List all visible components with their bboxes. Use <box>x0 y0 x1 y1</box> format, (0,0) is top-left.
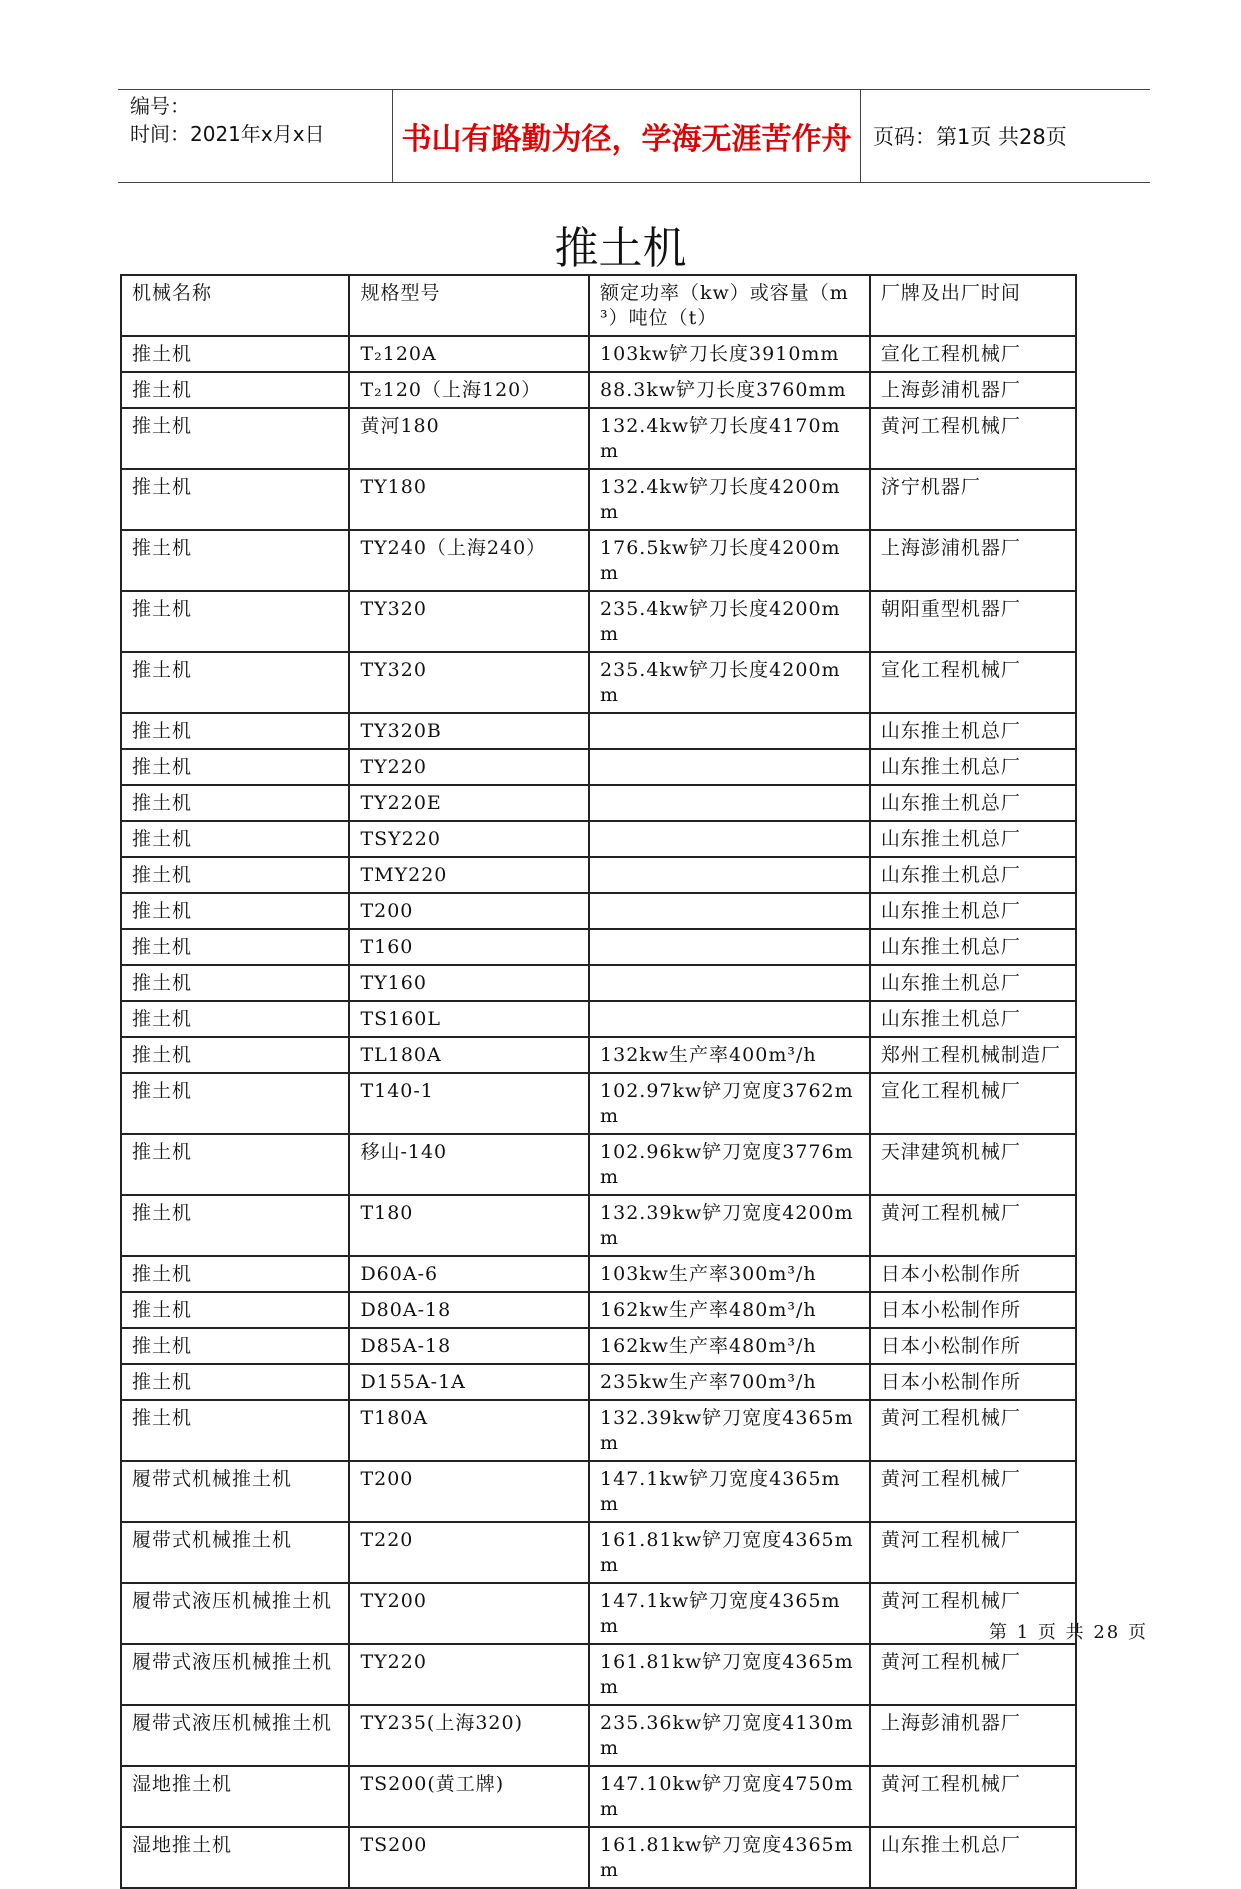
table-cell: T200 <box>349 1461 589 1522</box>
table-cell: 山东推土机总厂 <box>870 785 1076 821</box>
table-cell: 推土机 <box>121 1400 349 1461</box>
table-cell: T160 <box>349 929 589 965</box>
header-meta <box>118 90 393 182</box>
table-header-row <box>121 275 1076 336</box>
table-cell: D85A-18 <box>349 1328 589 1364</box>
table-cell: 黄河工程机械厂 <box>870 408 1076 469</box>
table-row <box>121 821 1076 857</box>
table-cell: 宣化工程机械厂 <box>870 336 1076 372</box>
column-header: 规格型号 <box>349 275 589 336</box>
table-cell: 推土机 <box>121 857 349 893</box>
table-cell: 山东推土机总厂 <box>870 713 1076 749</box>
table-cell: 推土机 <box>121 408 349 469</box>
table-cell: D80A-18 <box>349 1292 589 1328</box>
table-cell: 235kw生产率700m³/h <box>589 1364 870 1400</box>
table-row <box>121 749 1076 785</box>
table-cell: 161.81kw铲刀宽度4365mm <box>589 1522 870 1583</box>
table-cell: 黄河工程机械厂 <box>870 1522 1076 1583</box>
table-row <box>121 1461 1076 1522</box>
table-cell: 147.1kw铲刀宽度4365mm <box>589 1461 870 1522</box>
table-cell: 推土机 <box>121 713 349 749</box>
table-row <box>121 1001 1076 1037</box>
table-row <box>121 929 1076 965</box>
table-cell <box>589 821 870 857</box>
table-cell: TL180A <box>349 1037 589 1073</box>
table-cell: 推土机 <box>121 821 349 857</box>
table-cell: T220 <box>349 1522 589 1583</box>
table-cell: TY220E <box>349 785 589 821</box>
table-cell: 推土机 <box>121 1292 349 1328</box>
table-cell <box>589 965 870 1001</box>
table-row <box>121 372 1076 408</box>
table-row <box>121 1073 1076 1134</box>
table-cell: 103kw生产率300m³/h <box>589 1256 870 1292</box>
table-cell: TMY220 <box>349 857 589 893</box>
table-cell: 山东推土机总厂 <box>870 1827 1076 1888</box>
table-cell: 推土机 <box>121 372 349 408</box>
table-cell: 湿地推土机 <box>121 1766 349 1827</box>
table-cell: 推土机 <box>121 1134 349 1195</box>
table-cell: 推土机 <box>121 1328 349 1364</box>
table-row <box>121 652 1076 713</box>
table-cell: 132.39kw铲刀宽度4200mm <box>589 1195 870 1256</box>
table-cell: 宣化工程机械厂 <box>870 652 1076 713</box>
table-row <box>121 1292 1076 1328</box>
table-cell: 162kw生产率480m³/h <box>589 1292 870 1328</box>
table-cell: 推土机 <box>121 893 349 929</box>
table-cell: 日本小松制作所 <box>870 1328 1076 1364</box>
table-cell: 山东推土机总厂 <box>870 857 1076 893</box>
table-row <box>121 713 1076 749</box>
table-row <box>121 1328 1076 1364</box>
document-time: 时间：2021年x月x日 <box>130 122 325 146</box>
table-cell: 132.39kw铲刀宽度4365mm <box>589 1400 870 1461</box>
table-row <box>121 336 1076 372</box>
table-cell: T180 <box>349 1195 589 1256</box>
table-cell: TY320B <box>349 713 589 749</box>
table-cell: 推土机 <box>121 1073 349 1134</box>
document-number-label: 编号： <box>130 94 190 118</box>
table-row <box>121 1037 1076 1073</box>
table-cell <box>589 1001 870 1037</box>
table-cell: 147.1kw铲刀宽度4365mm <box>589 1583 870 1644</box>
equipment-table <box>120 274 1077 1889</box>
table-row <box>121 1134 1076 1195</box>
table-cell: 132kw生产率400m³/h <box>589 1037 870 1073</box>
table-cell: 山东推土机总厂 <box>870 1001 1076 1037</box>
table-row <box>121 1583 1076 1644</box>
table-cell: 湿地推土机 <box>121 1827 349 1888</box>
table-cell: 102.97kw铲刀宽度3762mm <box>589 1073 870 1134</box>
table-cell: 推土机 <box>121 1195 349 1256</box>
column-header: 机械名称 <box>121 275 349 336</box>
table-cell: 推土机 <box>121 1364 349 1400</box>
table-cell: 履带式机械推土机 <box>121 1522 349 1583</box>
table-cell: 山东推土机总厂 <box>870 965 1076 1001</box>
table-cell: 朝阳重型机器厂 <box>870 591 1076 652</box>
table-cell: TY320 <box>349 591 589 652</box>
table-row <box>121 893 1076 929</box>
table-row <box>121 965 1076 1001</box>
table-cell: TY240（上海240） <box>349 530 589 591</box>
table-cell: 山东推土机总厂 <box>870 929 1076 965</box>
table-row <box>121 1705 1076 1766</box>
table-cell: 132.4kw铲刀长度4170mm <box>589 408 870 469</box>
table-row <box>121 1644 1076 1705</box>
table-cell: 履带式液压机械推土机 <box>121 1644 349 1705</box>
table-row <box>121 1400 1076 1461</box>
table-cell: 黄河工程机械厂 <box>870 1766 1076 1827</box>
table-cell: 推土机 <box>121 1037 349 1073</box>
table-cell: 济宁机器厂 <box>870 469 1076 530</box>
table-cell: TSY220 <box>349 821 589 857</box>
table-cell: TY180 <box>349 469 589 530</box>
table-cell <box>589 929 870 965</box>
table-cell <box>589 857 870 893</box>
table-cell: 履带式机械推土机 <box>121 1461 349 1522</box>
column-header: 厂牌及出厂时间 <box>870 275 1076 336</box>
page-title: 推土机 <box>554 223 687 274</box>
table-cell: 黄河180 <box>349 408 589 469</box>
header-motto: 书山有路勤为径，学海无涯苦作舟 <box>393 90 861 182</box>
table-cell: TY160 <box>349 965 589 1001</box>
table-cell: T180A <box>349 1400 589 1461</box>
table-cell: TS160L <box>349 1001 589 1037</box>
table-cell: TY320 <box>349 652 589 713</box>
table-cell: 102.96kw铲刀宽度3776mm <box>589 1134 870 1195</box>
table-cell: D60A-6 <box>349 1256 589 1292</box>
table-cell: 176.5kw铲刀长度4200mm <box>589 530 870 591</box>
table-cell <box>589 713 870 749</box>
table-cell: 日本小松制作所 <box>870 1256 1076 1292</box>
table-cell: 推土机 <box>121 1256 349 1292</box>
table-body <box>121 336 1076 1888</box>
table-cell <box>589 749 870 785</box>
table-row <box>121 1827 1076 1888</box>
table-row <box>121 785 1076 821</box>
table-row <box>121 1766 1076 1827</box>
table-cell: T140-1 <box>349 1073 589 1134</box>
table-cell: 黄河工程机械厂 <box>870 1583 1076 1644</box>
table-row <box>121 408 1076 469</box>
table-cell: T₂120A <box>349 336 589 372</box>
table-cell: TY220 <box>349 749 589 785</box>
table-cell: 天津建筑机械厂 <box>870 1134 1076 1195</box>
table-cell: T200 <box>349 893 589 929</box>
table-cell: TS200 <box>349 1827 589 1888</box>
table-cell <box>589 893 870 929</box>
table-cell: 推土机 <box>121 1001 349 1037</box>
table-cell: 162kw生产率480m³/h <box>589 1328 870 1364</box>
table-cell: 山东推土机总厂 <box>870 749 1076 785</box>
table-cell: 88.3kw铲刀长度3760mm <box>589 372 870 408</box>
table-cell: 山东推土机总厂 <box>870 821 1076 857</box>
table-row <box>121 1195 1076 1256</box>
table-cell: TY235(上海320) <box>349 1705 589 1766</box>
table-row <box>121 857 1076 893</box>
table-cell: TY220 <box>349 1644 589 1705</box>
table-cell: D155A-1A <box>349 1364 589 1400</box>
table-cell: TY200 <box>349 1583 589 1644</box>
table-cell: 履带式液压机械推土机 <box>121 1583 349 1644</box>
column-header: 额定功率（kw）或容量（m³）吨位（t） <box>589 275 870 336</box>
table-cell: 宣化工程机械厂 <box>870 1073 1076 1134</box>
table-cell: T₂120（上海120） <box>349 372 589 408</box>
header-page-info: 页码：第1页 共28页 <box>873 125 1067 149</box>
table-cell: 235.36kw铲刀宽度4130mm <box>589 1705 870 1766</box>
table-cell: 黄河工程机械厂 <box>870 1461 1076 1522</box>
table-cell: 黄河工程机械厂 <box>870 1195 1076 1256</box>
table-row <box>121 530 1076 591</box>
table-cell: 推土机 <box>121 591 349 652</box>
table-cell: 推土机 <box>121 469 349 530</box>
table-cell: 日本小松制作所 <box>870 1292 1076 1328</box>
table-cell: 上海彭浦机器厂 <box>870 1705 1076 1766</box>
table-cell: 235.4kw铲刀长度4200mm <box>589 652 870 713</box>
table-cell: 推土机 <box>121 336 349 372</box>
table-cell: 161.81kw铲刀宽度4365mm <box>589 1827 870 1888</box>
table-cell: 黄河工程机械厂 <box>870 1644 1076 1705</box>
table-row <box>121 1364 1076 1400</box>
table-row <box>121 591 1076 652</box>
table-cell: 移山-140 <box>349 1134 589 1195</box>
table-cell: 山东推土机总厂 <box>870 893 1076 929</box>
table-cell: 161.81kw铲刀宽度4365mm <box>589 1644 870 1705</box>
table-cell: 推土机 <box>121 965 349 1001</box>
table-cell: 132.4kw铲刀长度4200mm <box>589 469 870 530</box>
table-row <box>121 1522 1076 1583</box>
page-header <box>118 89 1150 183</box>
table-cell: 103kw铲刀长度3910mm <box>589 336 870 372</box>
table-cell: 履带式液压机械推土机 <box>121 1705 349 1766</box>
table-cell <box>589 785 870 821</box>
table-cell: TS200(黄工牌) <box>349 1766 589 1827</box>
table-cell: 235.4kw铲刀长度4200mm <box>589 591 870 652</box>
table-cell: 推土机 <box>121 652 349 713</box>
table-cell: 推土机 <box>121 785 349 821</box>
table-cell: 上海彭浦机器厂 <box>870 372 1076 408</box>
table-row <box>121 1256 1076 1292</box>
page-footer: 第 1 页 共 28 页 <box>989 1622 1148 1643</box>
table-cell: 推土机 <box>121 749 349 785</box>
table-cell: 日本小松制作所 <box>870 1364 1076 1400</box>
table-cell: 推土机 <box>121 530 349 591</box>
table-cell: 上海澎浦机器厂 <box>870 530 1076 591</box>
table-cell: 黄河工程机械厂 <box>870 1400 1076 1461</box>
table-cell: 推土机 <box>121 929 349 965</box>
table-row <box>121 469 1076 530</box>
table-cell: 郑州工程机械制造厂 <box>870 1037 1076 1073</box>
table-cell: 147.10kw铲刀宽度4750mm <box>589 1766 870 1827</box>
